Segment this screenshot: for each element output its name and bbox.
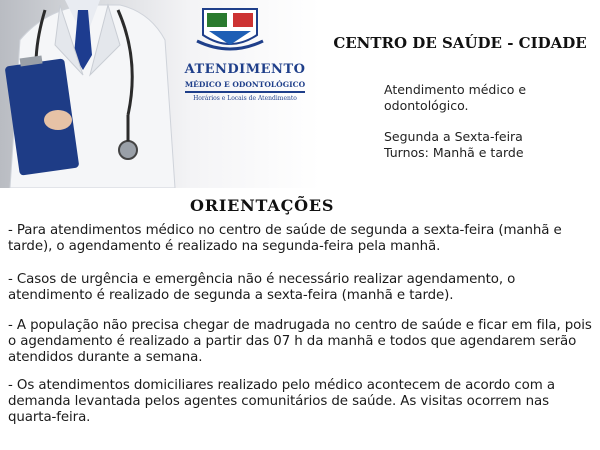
orientation-item: - Os atendimentos domiciliares realizado pelo médico acontecem de acordo com a demanda levantada pelos agentes comunitários de saúde. As visitas ocorrem nas quarta-feira. [8, 378, 555, 425]
health-center-title: CENTRO DE SAÚDE - CIDADE [333, 34, 587, 52]
orientation-item: - A população não precisa chegar de madrugada no centro de saúde e ficar em fila, pois o agendamento é realizado a partir das 07 h da manhã e todos que agendarem serão atendidos durante a semana. [8, 318, 592, 365]
schedule-days: Segunda a Sexta-feira [384, 129, 523, 144]
banner-divider [185, 91, 305, 93]
orientation-item: - Para atendimentos médico no centro de saúde de segunda a sexta-feira (manhã e tarde), o agendamento é realizado na segunda-feira pela manhã. [8, 223, 562, 254]
schedule-shifts: Turnos: Manhã e tarde [384, 145, 524, 160]
service-description: Atendimento médico e odontológico. [384, 82, 527, 113]
banner-title: ATENDIMENTO [184, 62, 306, 77]
doctor-illustration [0, 0, 200, 188]
banner-subtitle: MÉDICO E ODONTOLÓGICO [184, 80, 306, 89]
orientations-heading: ORIENTAÇÕES [190, 196, 335, 215]
orientation-item: - Casos de urgência e emergência não é necessário realizar agendamento, o atendimento é realizado de segunda a sexta-feira (manhã e tarde). [8, 272, 516, 303]
banner-note: Horários e Locais de Atendimento [193, 95, 297, 102]
municipal-crest-icon [195, 5, 265, 53]
schedule-block [384, 129, 584, 161]
header-banner [0, 0, 320, 188]
